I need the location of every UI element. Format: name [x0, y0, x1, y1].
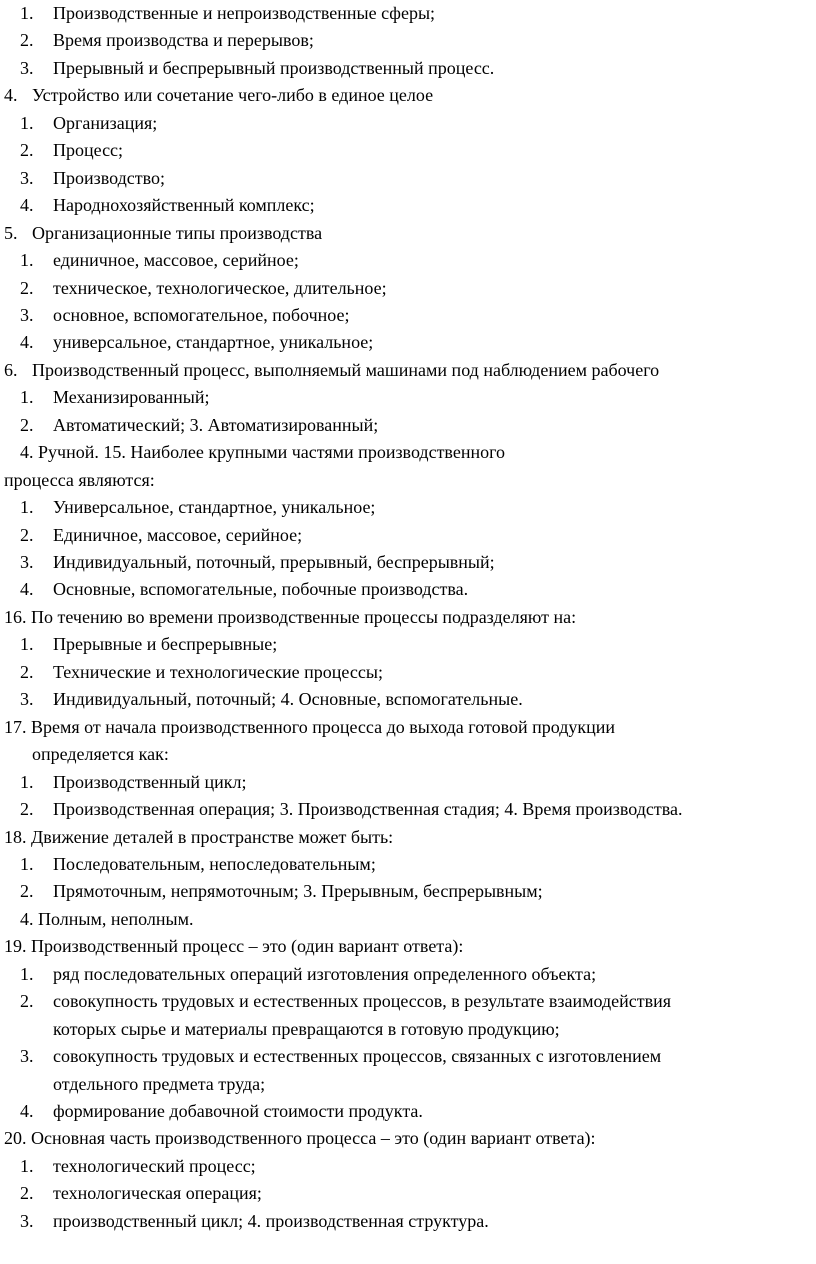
- list-text: Универсальное, стандартное, уникальное;: [53, 497, 376, 518]
- text-line: 17. Время от начала производственного процесса до выхода готовой продукции: [4, 716, 616, 737]
- list-text: Последовательным, непоследовательным;: [53, 853, 376, 874]
- list-number: 3.: [20, 689, 34, 710]
- list-number: 3.: [20, 57, 34, 78]
- list-number: 2.: [20, 30, 34, 51]
- text-line: 18. Движение деталей в пространстве может быть:: [4, 826, 394, 847]
- list-text: Прерывные и беспрерывные;: [53, 634, 278, 655]
- text-line: 4. Полным, неполным.: [20, 908, 194, 929]
- list-text: Прямоточным, непрямоточным; 3. Прерывным, беспрерывным;: [53, 881, 543, 902]
- list-number: 2.: [20, 881, 34, 902]
- list-number: 2.: [20, 991, 34, 1012]
- list-number: 3.: [20, 304, 34, 325]
- list-text: универсальное, стандартное, уникальное;: [53, 332, 374, 353]
- text-line: которых сырье и материалы превращаются в готовую продукцию;: [53, 1018, 560, 1039]
- list-text: совокупность трудовых и естественных процессов, связанных с изготовлением: [53, 1046, 662, 1067]
- list-number: 5.: [4, 222, 18, 243]
- list-number: 2.: [20, 140, 34, 161]
- list-number: 1.: [20, 853, 34, 874]
- list-number: 3.: [20, 1210, 34, 1231]
- list-text: Технические и технологические процессы;: [53, 661, 383, 682]
- list-number: 1.: [20, 250, 34, 271]
- list-number: 1.: [20, 634, 34, 655]
- list-text: Индивидуальный, поточный; 4. Основные, вспомогательные.: [53, 689, 523, 710]
- list-text: основное, вспомогательное, побочное;: [53, 304, 350, 325]
- list-text: Автоматический; 3. Автоматизированный;: [53, 414, 379, 435]
- list-number: 4.: [20, 579, 34, 600]
- list-number: 1.: [20, 112, 34, 133]
- list-text: производственный цикл; 4. производственная структура.: [53, 1210, 489, 1231]
- text-line: 16. По течению во времени производственные процессы подразделяют на:: [4, 606, 577, 627]
- list-text: Производственные и непроизводственные сферы;: [53, 3, 436, 23]
- list-number: 1.: [20, 3, 34, 23]
- list-number: 1.: [20, 771, 34, 792]
- list-text: Единичное, массовое, серийное;: [53, 524, 303, 545]
- list-text: Основные, вспомогательные, побочные производства.: [53, 579, 469, 600]
- list-number: 1.: [20, 1155, 34, 1176]
- list-number: 2.: [20, 1183, 34, 1204]
- list-number: 1.: [20, 963, 34, 984]
- list-number: 2.: [20, 661, 34, 682]
- list-number: 4.: [4, 85, 18, 106]
- list-text: Устройство или сочетание чего-либо в единое целое: [32, 85, 434, 106]
- list-number: 4.: [20, 1101, 34, 1121]
- list-text: совокупность трудовых и естественных процессов, в результате взаимодействия: [53, 991, 672, 1012]
- list-text: технологическая операция;: [53, 1183, 262, 1204]
- text-line: отдельного предмета труда;: [53, 1073, 266, 1094]
- list-number: 1.: [20, 387, 34, 408]
- list-number: 6.: [4, 359, 18, 380]
- text-line: 20. Основная часть производственного процесса – это (один вариант ответа):: [4, 1128, 596, 1149]
- text-line: 4. Ручной. 15. Наиболее крупными частями производственного: [20, 442, 506, 463]
- list-number: 3.: [20, 167, 34, 188]
- list-number: 2.: [20, 277, 34, 298]
- list-number: 2.: [20, 524, 34, 545]
- list-text: техническое, технологическое, длительное;: [53, 277, 387, 298]
- list-text: Механизированный;: [53, 387, 210, 408]
- list-text: Индивидуальный, поточный, прерывный, беспрерывный;: [53, 552, 495, 572]
- list-text: ряд последовательных операций изготовления определенного объекта;: [53, 963, 597, 984]
- list-text: Производственный процесс, выполняемый машинами под наблюдением рабочего: [32, 359, 660, 380]
- list-text: Организационные типы производства: [32, 222, 323, 243]
- list-text: Организация;: [53, 112, 158, 133]
- list-text: Время производства и перерывов;: [53, 30, 314, 51]
- list-text: Производственный цикл;: [53, 771, 247, 792]
- list-text: Производственная операция; 3. Производственная стадия; 4. Время производства.: [53, 799, 683, 820]
- list-number: 4.: [20, 195, 34, 216]
- list-text: единичное, массовое, серийное;: [53, 250, 299, 271]
- list-text: формирование добавочной стоимости продукта.: [53, 1101, 423, 1121]
- list-number: 1.: [20, 497, 34, 518]
- list-number: 3.: [20, 1046, 34, 1067]
- text-line: процесса являются:: [4, 469, 155, 490]
- list-number: 4.: [20, 332, 34, 353]
- text-line: 19. Производственный процесс – это (один вариант ответа):: [4, 936, 464, 957]
- list-text: Прерывный и беспрерывный производственный процесс.: [53, 57, 495, 78]
- text-line: определяется как:: [32, 744, 169, 765]
- list-text: Народнохозяйственный комплекс;: [53, 195, 315, 216]
- list-text: Процесс;: [53, 140, 124, 161]
- list-number: 3.: [20, 552, 34, 572]
- list-number: 2.: [20, 799, 34, 820]
- list-text: Производство;: [53, 167, 165, 188]
- list-text: технологический процесс;: [53, 1155, 256, 1176]
- list-number: 2.: [20, 414, 34, 435]
